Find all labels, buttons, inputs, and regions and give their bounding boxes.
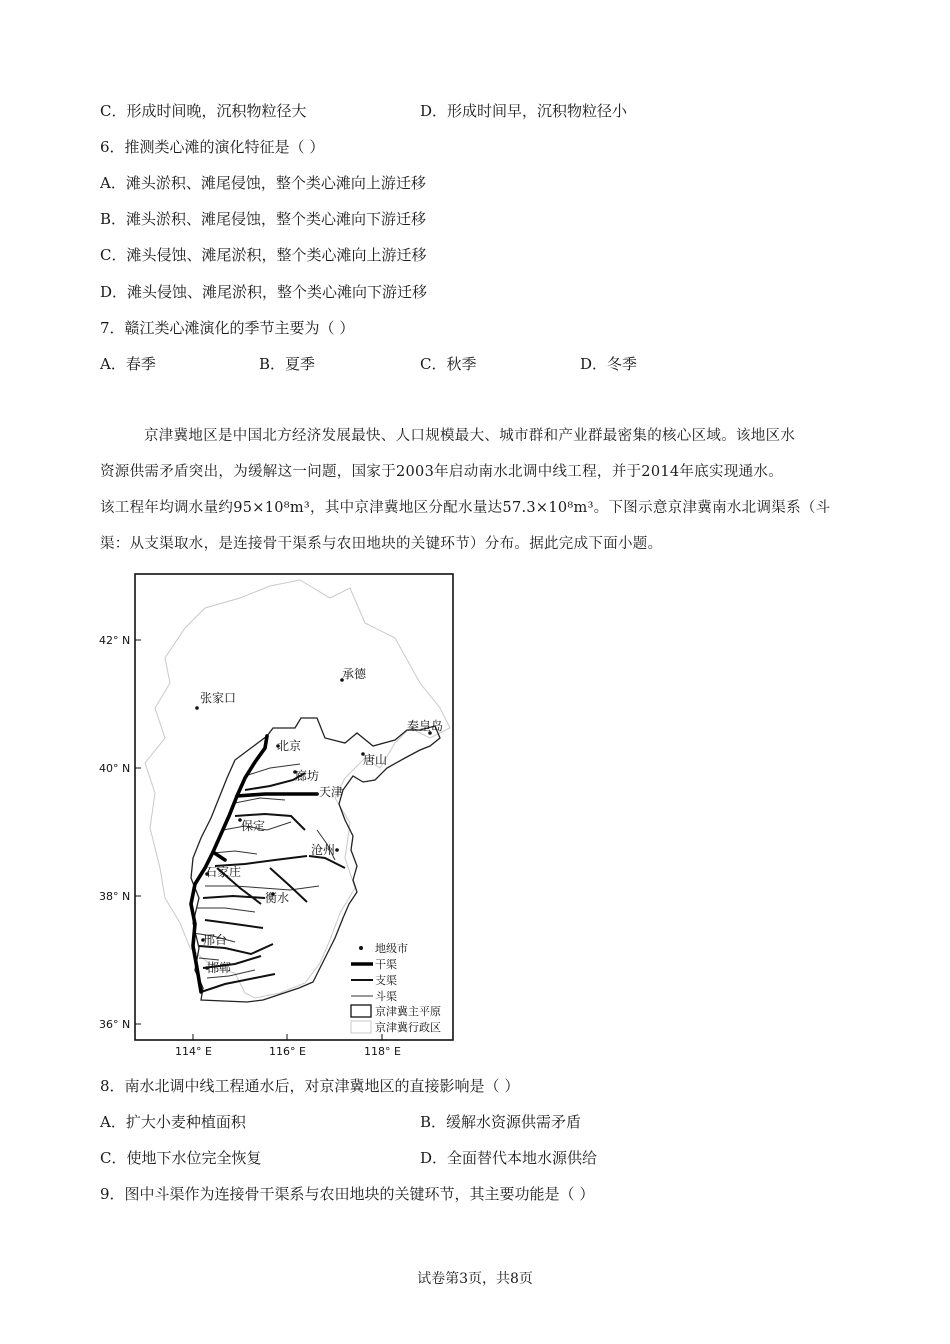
q6-option-c: C．滩头侵蚀、滩尾淤积，整个类心滩向上游迁移 [100,246,427,264]
map-legend [351,941,441,1034]
q8-option-d: D．全面替代本地水源供给 [420,1149,598,1167]
lat-label-42: 42° N [99,634,131,647]
page-footer: 试卷第3页，共8页 [417,1271,533,1287]
lon-label-114: 114° E [175,1045,212,1058]
passage-line-4: 渠：从支渠取水，是连接骨干渠系与农田地块的关键环节）分布。据此完成下面小题。 [100,536,663,552]
canal-distribution-map [95,568,465,1060]
legend-branch-canal: 支渠 [375,974,397,987]
q6-option-a: A．滩头淤积、滩尾侵蚀，整个类心滩向上游迁移 [100,174,426,192]
legend-main-canal: 干渠 [375,958,397,971]
admin-boundary [145,580,450,998]
city-markers [195,678,432,970]
city-label-hengshui: 衡水 [265,891,290,905]
city-label-chengde: 承德 [342,667,367,681]
passage-line-1: 京津冀地区是中国北方经济发展最快、人口规模最大、城市群和产业群最密集的核心区域。该地区水 [144,428,796,444]
city-label-langfang: 廊坊 [295,769,320,783]
q6-stem: 6．推测类心滩的演化特征是（ ） [100,138,325,156]
legend-city: 地级市 [375,942,408,955]
q5-option-c: C．形成时间晚，沉积物粒径大 [100,102,307,120]
city-label-baoding: 保定 [241,819,266,833]
city-label-tianjin: 天津 [319,785,344,799]
city-label-zhangjiakou: 张家口 [200,691,237,705]
q8-option-c: C．使地下水位完全恢复 [100,1149,262,1167]
city-label-xingtai: 邢台 [203,933,228,947]
city-label-handan: 邯郸 [207,961,232,975]
city-label-tangshan: 唐山 [363,753,388,767]
passage-line-3: 该工程年均调水量约95×10⁸m³，其中京津冀地区分配水量达57.3×10⁸m³。下图示意京津冀南水北调渠系（斗 [100,500,831,516]
city-label-cangzhou: 沧州 [311,843,336,857]
legend-lateral-canal: 斗渠 [375,990,397,1003]
passage-line-2: 资源供需矛盾突出，为缓解这一问题，国家于2003年启动南水北调中线工程，并于2014年底实现通水。 [100,464,783,480]
q9-stem: 9．图中斗渠作为连接骨干渠系与农田地块的关键环节，其主要功能是（ ） [100,1185,595,1203]
city-label-beijing: 北京 [277,739,302,753]
q8-stem: 8．南水北调中线工程通水后，对京津冀地区的直接影响是（ ） [100,1077,520,1095]
lon-label-116: 116° E [269,1045,306,1058]
q5-option-d: D．形成时间早，沉积物粒径小 [420,102,628,120]
legend-plain: 京津冀主平原 [375,1005,441,1018]
city-label-shijiazhuang: 石家庄 [205,865,242,879]
q6-option-d: D．滩头侵蚀、滩尾淤积，整个类心滩向下游迁移 [100,283,428,301]
legend-admin: 京津冀行政区 [375,1021,441,1034]
city-label-qinhuangdao: 秦皇岛 [407,719,444,733]
q8-option-a: A．扩大小麦种植面积 [100,1113,246,1131]
main-plain-boundary [191,718,440,1002]
q6-option-b: B．滩头淤积、滩尾侵蚀，整个类心滩向下游迁移 [100,210,427,228]
q7-option-d: D．冬季 [580,355,638,373]
lat-label-40: 40° N [99,762,131,775]
q7-option-a: A．春季 [100,355,156,373]
branch-canals [199,773,345,992]
q8-option-b: B．缓解水资源供需矛盾 [420,1113,582,1131]
passage [100,418,852,562]
q7-option-c: C．秋季 [420,355,477,373]
lat-label-36: 36° N [99,1018,131,1031]
map-frame [135,574,453,1040]
lon-label-118: 118° E [364,1045,401,1058]
lat-label-38: 38° N [99,890,131,903]
q7-option-b: B．夏季 [259,355,316,373]
q7-stem: 7．赣江类心滩演化的季节主要为（ ） [100,319,355,337]
